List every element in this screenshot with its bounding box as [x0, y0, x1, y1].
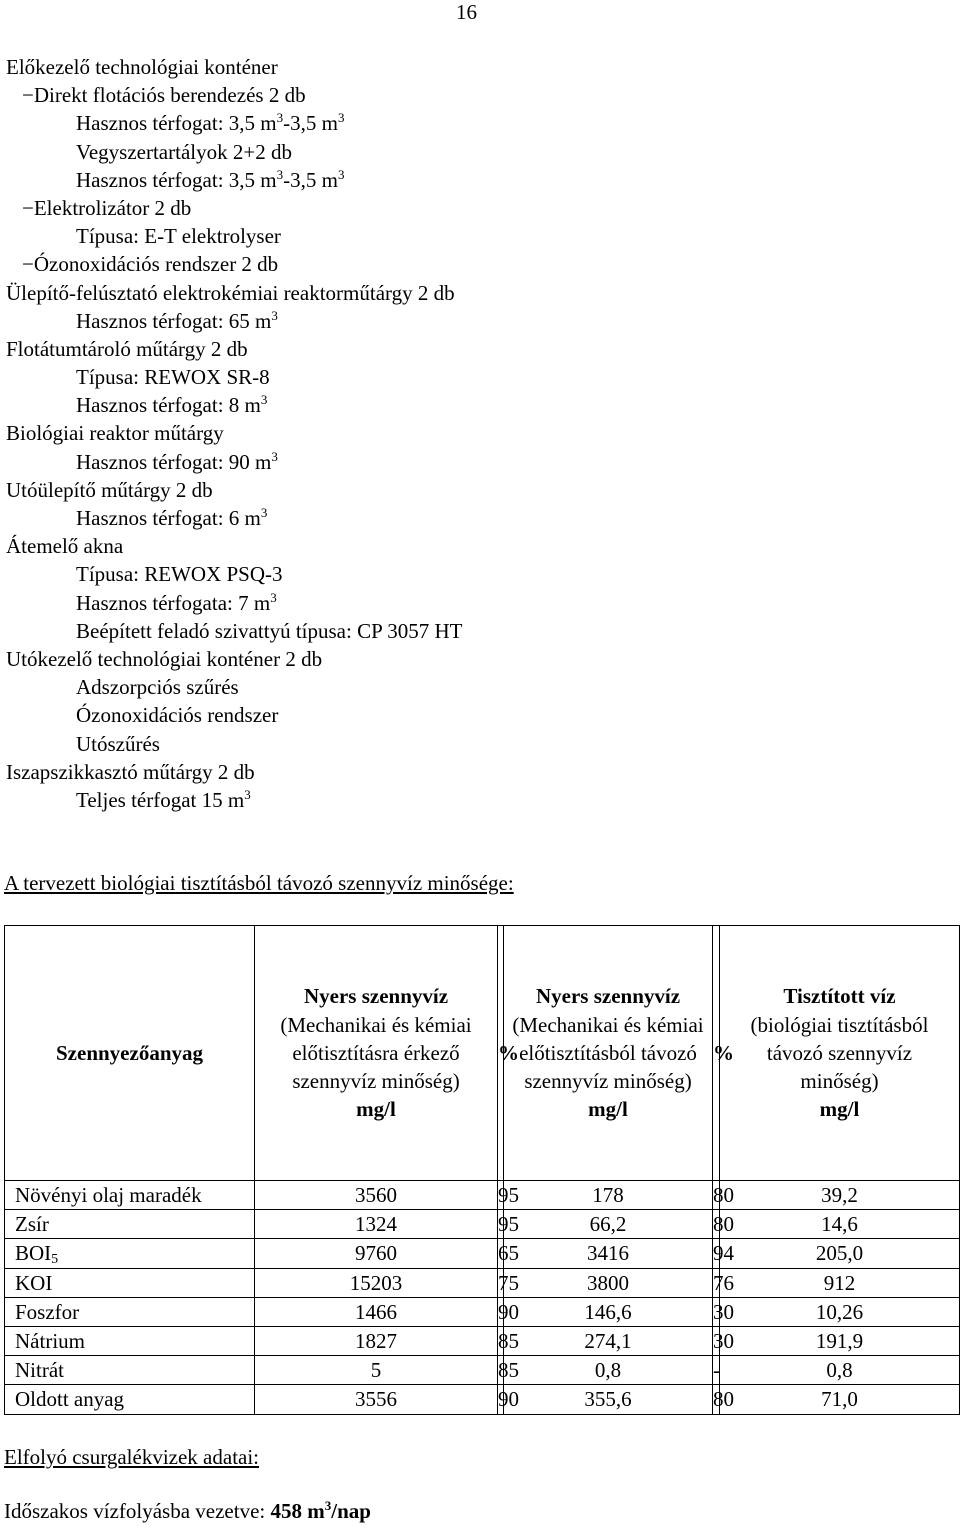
- cell-p1: 95: [498, 1181, 504, 1210]
- cell-p2: 30: [713, 1327, 720, 1356]
- table-row: [5, 1268, 960, 1297]
- table-header-row: [5, 926, 960, 1181]
- cell-pre: 0,8: [504, 1356, 713, 1385]
- cell-raw: 5: [255, 1356, 498, 1385]
- list-line: Hasznos térfogat: 6 $m^3$: [76, 505, 268, 530]
- table-row: [5, 1327, 960, 1356]
- leachate-heading: Elfolyó csurgalékvizek adatai:: [4, 1445, 260, 1469]
- list-line: Biológiai reaktor műtárgy: [6, 421, 224, 446]
- table-row: [5, 1297, 960, 1326]
- equipment-list: [6, 53, 946, 814]
- cell-p1: 95: [498, 1210, 504, 1239]
- list-line: −Elektrolizátor 2 db: [22, 195, 192, 220]
- table-row: [5, 1385, 960, 1414]
- list-line: Utókezelő technológiai konténer 2 db: [6, 646, 323, 671]
- cell-clean: 10,26: [720, 1297, 960, 1326]
- list-line: Típusa: REWOX PSQ-3: [76, 562, 283, 587]
- header-clean: Tisztított víz (biológiai tisztításból távozó szennyvíz minőség) mg/l: [720, 926, 960, 1181]
- list-line: Teljes térfogat 15 $m^3$: [76, 786, 251, 812]
- list-line: Beépített feladó szivattyú típusa: CP 3057 HT: [76, 618, 463, 643]
- cell-pollutant: Oldott anyag: [5, 1385, 255, 1414]
- cell-raw: 1466: [255, 1297, 498, 1326]
- cell-pre: 178: [504, 1181, 713, 1210]
- header-raw: Nyers szennyvíz (Mechanikai és kémiai előtisztításra érkező szennyvíz minőség) mg/l: [255, 926, 498, 1181]
- list-line: Utószűrés: [76, 731, 160, 756]
- cell-p1: 75: [498, 1268, 504, 1297]
- header-pct-2: %: [713, 926, 720, 1181]
- cell-raw: 3560: [255, 1181, 498, 1210]
- cell-pre: 66,2: [504, 1210, 713, 1239]
- list-line: Ülepítő-felúsztató elektrokémiai reaktorműtárgy 2 db: [6, 280, 455, 305]
- cell-clean: 191,9: [720, 1327, 960, 1356]
- list-line: −Ózonoxidációs rendszer 2 db: [22, 252, 279, 277]
- cell-pre: 146,6: [504, 1297, 713, 1326]
- cell-raw: 15203: [255, 1268, 498, 1297]
- discharge-label: Időszakos vízfolyásba vezetve:: [4, 1499, 271, 1523]
- table-heading: A tervezett biológiai tisztításból távozó szennyvíz minősége:: [4, 871, 514, 895]
- cell-raw: 9760: [255, 1239, 498, 1268]
- cell-raw: 1827: [255, 1327, 498, 1356]
- cell-clean: 71,0: [720, 1385, 960, 1414]
- table-row: [5, 1210, 960, 1239]
- cell-raw: 1324: [255, 1210, 498, 1239]
- cell-clean: 39,2: [720, 1181, 960, 1210]
- list-line: Adszorpciós szűrés: [76, 675, 239, 700]
- cell-clean: 205,0: [720, 1239, 960, 1268]
- header-pct-1: %: [498, 926, 504, 1181]
- header-pretreated: Nyers szennyvíz (Mechanikai és kémiai előtisztításból távozó szennyvíz minőség) mg/l: [504, 926, 713, 1181]
- list-line: −Direkt flotációs berendezés 2 db: [22, 83, 306, 108]
- list-line: Átemelő akna: [6, 534, 124, 559]
- cell-pollutant: Zsír: [5, 1210, 255, 1239]
- list-line: Hasznos térfogata: 7 $m^3$: [76, 589, 277, 615]
- quality-table-wrapper: [4, 925, 960, 1415]
- cell-p1: 85: [498, 1327, 504, 1356]
- page-number: 16: [456, 0, 477, 24]
- cell-p1: 65: [498, 1239, 504, 1268]
- list-line: Hasznos térfogat: 3,5 $m^3-3,5$ $m^3$: [76, 166, 345, 192]
- header-pollutant: Szennyezőanyag: [5, 926, 255, 1181]
- cell-p2: -: [713, 1356, 720, 1385]
- cell-pollutant: $BOI_5$: [5, 1239, 255, 1268]
- list-line: Hasznos térfogat: 8 $m^3$: [76, 392, 268, 418]
- cell-p2: 80: [713, 1181, 720, 1210]
- table-row: [5, 1181, 960, 1210]
- list-line: Vegyszertartályok 2+2 db: [76, 139, 292, 164]
- list-line: Flotátumtároló műtárgy 2 db: [6, 336, 248, 361]
- list-line: Ózonoxidációs rendszer: [76, 703, 279, 728]
- cell-pollutant: KOI: [5, 1268, 255, 1297]
- cell-p2: 80: [713, 1210, 720, 1239]
- cell-pre: 274,1: [504, 1327, 713, 1356]
- cell-clean: 912: [720, 1268, 960, 1297]
- cell-p1: 90: [498, 1385, 504, 1414]
- list-line: Hasznos térfogat: 3,5 $m^3-3,5$ $m^3$: [76, 110, 345, 136]
- cell-pollutant: Növényi olaj maradék: [5, 1181, 255, 1210]
- list-line: Hasznos térfogat: 65 $m^3$: [76, 307, 278, 333]
- cell-pollutant: Nitrát: [5, 1356, 255, 1385]
- list-line: Típusa: REWOX SR-8: [76, 365, 270, 390]
- cell-p2: 80: [713, 1385, 720, 1414]
- cell-pollutant: Foszfor: [5, 1297, 255, 1326]
- list-line: Típusa: E-T elektrolyser: [76, 224, 281, 249]
- cell-pre: 355,6: [504, 1385, 713, 1414]
- list-line: Utóülepítő műtárgy 2 db: [6, 477, 213, 502]
- table-row: [5, 1356, 960, 1385]
- cell-p2: 76: [713, 1268, 720, 1297]
- list-line: Előkezelő technológiai konténer: [6, 55, 278, 79]
- cell-p1: 85: [498, 1356, 504, 1385]
- cell-pre: 3416: [504, 1239, 713, 1268]
- discharge-line: [4, 1498, 371, 1524]
- list-line: Iszapszikkasztó műtárgy 2 db: [6, 759, 255, 784]
- cell-pollutant: Nátrium: [5, 1327, 255, 1356]
- quality-table: [4, 925, 960, 1415]
- cell-raw: 3556: [255, 1385, 498, 1414]
- discharge-value: 458 $m^3$/nap: [270, 1498, 371, 1523]
- cell-pre: 3800: [504, 1268, 713, 1297]
- cell-p2: 30: [713, 1297, 720, 1326]
- cell-p2: 94: [713, 1239, 720, 1268]
- list-line: Hasznos térfogat: 90 $m^3$: [76, 448, 278, 474]
- cell-p1: 90: [498, 1297, 504, 1326]
- table-row: [5, 1239, 960, 1268]
- cell-clean: 14,6: [720, 1210, 960, 1239]
- cell-clean: 0,8: [720, 1356, 960, 1385]
